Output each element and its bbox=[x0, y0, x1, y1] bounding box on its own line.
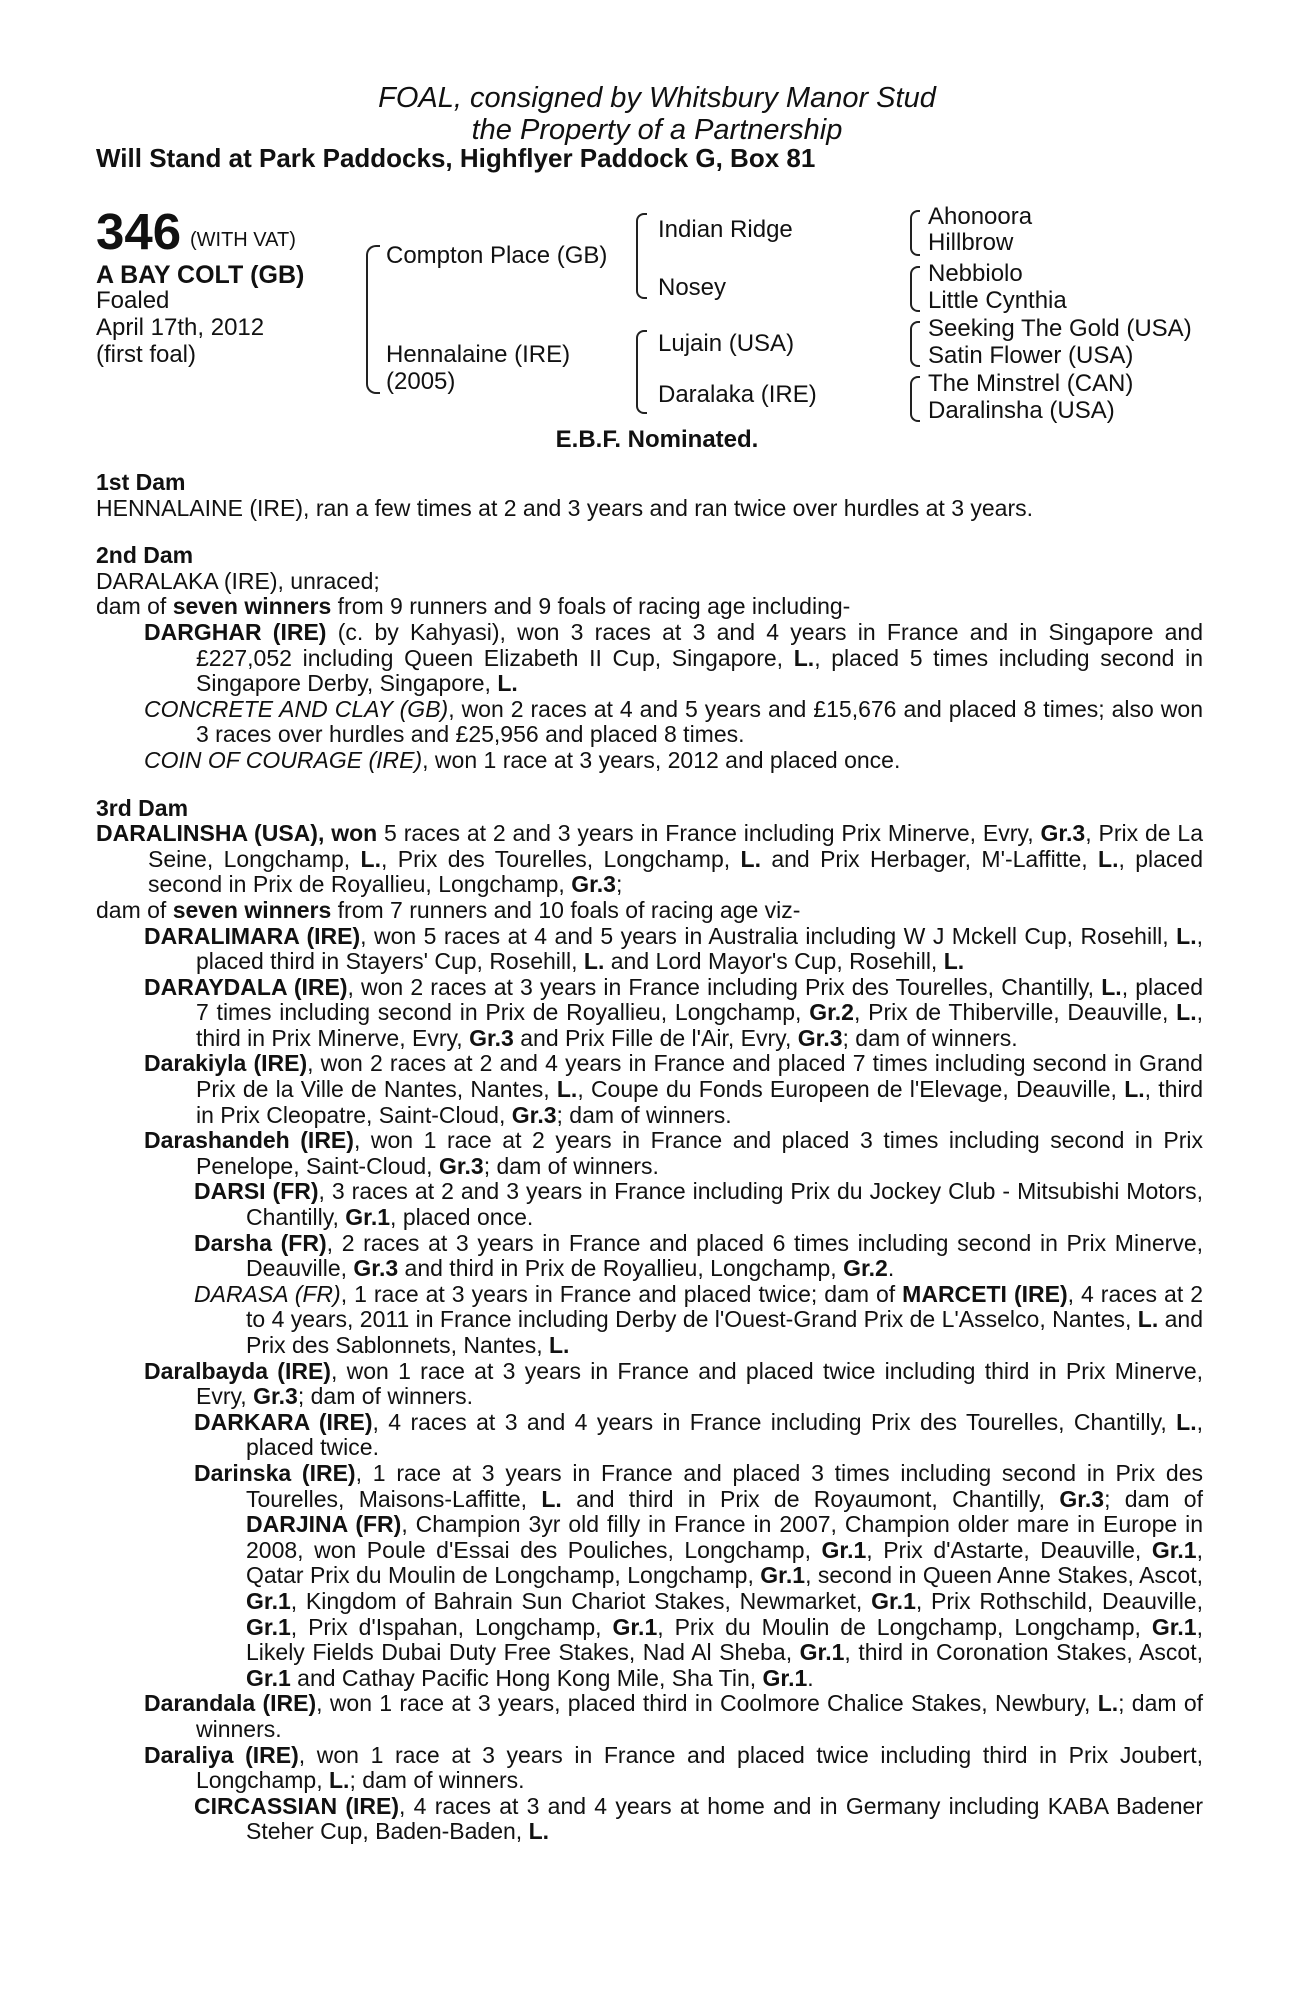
pedigree-g1: Ahonoora bbox=[928, 203, 1033, 230]
pedigree-dam-dam: Daralaka (IRE) bbox=[658, 381, 817, 408]
second-dam-line: DARALAKA (IRE), unraced; bbox=[96, 567, 380, 594]
pedigree-brace-sire bbox=[636, 213, 647, 299]
pedigree-sire-sire: Indian Ridge bbox=[658, 216, 793, 243]
location-line: Will Stand at Park Paddocks, Highflyer Paddock G, Box 81 bbox=[96, 143, 816, 173]
pedigree-brace-g1 bbox=[910, 210, 920, 256]
pedigree-g7: The Minstrel (CAN) bbox=[928, 370, 1134, 397]
pedigree-dam-sire: Lujain (USA) bbox=[658, 330, 795, 357]
second-dam-heading: 2nd Dam bbox=[96, 542, 194, 569]
pedigree-brace-g4 bbox=[910, 376, 920, 422]
vat-note: (WITH VAT) bbox=[190, 229, 296, 251]
produce-entry: Daraliya (IRE), won 1 race at 3 years in France and placed twice including third in Prix Joubert, Longchamp, L.; dam of winners. bbox=[144, 1741, 1203, 1794]
pedigree-dam: Hennalaine (IRE) bbox=[386, 341, 571, 368]
produce-entry: DARASA (FR), 1 race at 3 years in France and placed twice; dam of MARCETI (IRE), 4 races at 2 to 4 years, 2011 in France including Derby de l'Ouest-Grand Prix de L'Asselco, Nantes, L. and Prix des Sablonnets, Nantes, L. bbox=[194, 1280, 1204, 1358]
pedigree-brace-dam bbox=[636, 330, 647, 414]
property-line: the Property of a Partnership bbox=[471, 114, 843, 146]
pedigree-brace-g3 bbox=[910, 321, 920, 367]
pedigree-g5: Seeking The Gold (USA) bbox=[928, 315, 1192, 342]
pedigree-g3: Nebbiolo bbox=[928, 260, 1023, 287]
first-dam-text: HENNALAINE (IRE), ran a few times at 2 and 3 years and ran twice over hurdles at 3 years. bbox=[96, 494, 1034, 521]
produce-entry: Darinska (IRE), 1 race at 3 years in France and placed 3 times including second in Prix des Tourelles, Maisons-Laffitte, L. and third in Prix de Royaumont, Chantilly, Gr.3; dam of DARJINA (FR), Champion 3yr old filly in France in 2007, Champion older mare in Europe in 2008, won Poule d'Essai des Pouliches, Longchamp, Gr.1, Prix d'Astarte, Deauville, Gr.1, Qatar Prix du Moulin de Longchamp, Longchamp, Gr.1, second in Queen Anne Stakes, Ascot, Gr.1, Kingdom of Bahrain Sun Chariot Stakes, Newmarket, Gr.1, Prix Rothschild, Deauville, Gr.1, Prix d'Ispahan, Longchamp, Gr.1, Prix du Moulin de Longchamp, Longchamp, Gr.1, Likely Fields Dubai Duty Free Stakes, Nad Al Sheba, Gr.1, third in Coronation Stakes, Ascot, Gr.1 and Cathay Pacific Hong Kong Mile, Sha Tin, Gr.1. bbox=[194, 1459, 1204, 1691]
pedigree-dam-year: (2005) bbox=[386, 368, 456, 395]
produce-entry: Darashandeh (IRE), won 1 race at 2 years in France and placed 3 times including second in Prix Penelope, Saint-Cloud, Gr.3; dam of winners. bbox=[144, 1127, 1204, 1179]
pedigree-brace-g2 bbox=[910, 266, 920, 312]
lot-number: 346 bbox=[96, 203, 182, 260]
produce-entry: Darsha (FR), 2 races at 3 years in France and placed 6 times including second in Prix Minerve, Deauville, Gr.3 and third in Prix de Royallieu, Longchamp, Gr.2. bbox=[194, 1229, 1203, 1282]
foaled-date: April 17th, 2012 bbox=[96, 314, 265, 341]
produce-entry: DARAYDALA (IRE), won 2 races at 3 years in France including Prix des Tourelles, Chantilly, L., placed 7 times including second in Prix de Royallieu, Longchamp, Gr.2, Prix de Thiberville, Deauville, L., third in Prix Minerve, Evry, Gr.3 and Prix Fille de l'Air, Evry, Gr.3; dam of winners. bbox=[144, 973, 1203, 1051]
pedigree-sire-dam: Nosey bbox=[658, 274, 727, 301]
produce-record bbox=[96, 470, 1203, 1845]
consignor-line: FOAL, consigned by Whitsbury Manor Stud bbox=[378, 82, 936, 114]
third-dam-produce: dam of seven winners from 7 runners and 10 foals of racing age viz- bbox=[96, 896, 801, 923]
ebf-nomination: E.B.F. Nominated. bbox=[555, 426, 759, 453]
produce-entry: DARKARA (IRE), 4 races at 3 and 4 years in France including Prix des Tourelles, Chantilly, L., placed twice. bbox=[194, 1408, 1204, 1461]
first-dam-heading: 1st Dam bbox=[96, 469, 186, 495]
third-dam-text: DARALINSHA (USA), won 5 races at 2 and 3 years in France including Prix Minerve, Evry, Gr.3, Prix de La Seine, Longchamp, L., Prix des Tourelles, Longchamp, L. and Prix Herbager, M'-Laffitte, L., placed second in Prix de Royallieu, Longchamp, Gr.3; bbox=[96, 820, 1203, 898]
produce-entry: CONCRETE AND CLAY (GB), won 2 races at 4 and 5 years and £15,676 and placed 8 times; also won 3 races over hurdles and £25,956 and placed 8 times. bbox=[144, 695, 1203, 748]
foal-note: (first foal) bbox=[96, 341, 197, 368]
pedigree-brace-main bbox=[366, 245, 380, 394]
pedigree-g2: Hillbrow bbox=[928, 229, 1014, 256]
third-dam-heading: 3rd Dam bbox=[96, 794, 189, 821]
produce-entry: Daralbayda (IRE), won 1 race at 3 years in France and placed twice including third in Prix Minerve, Evry, Gr.3; dam of winners. bbox=[144, 1357, 1204, 1410]
produce-entry: DARSI (FR), 3 races at 2 and 3 years in France including Prix du Jockey Club - Mitsubishi Motors, Chantilly, Gr.1, placed once. bbox=[194, 1178, 1203, 1231]
lot-name: A BAY COLT (GB) bbox=[96, 261, 305, 289]
produce-entry: Darandala (IRE), won 1 race at 3 years, placed third in Coolmore Chalice Stakes, Newbury, L.; dam of winners. bbox=[144, 1690, 1204, 1742]
produce-entry: COIN OF COURAGE (IRE), won 1 race at 3 years, 2012 and placed once. bbox=[144, 746, 901, 773]
second-dam-produce: dam of seven winners from 9 runners and 9 foals of racing age including- bbox=[96, 593, 851, 620]
foaled-label: Foaled bbox=[96, 287, 170, 314]
produce-entry: DARGHAR (IRE) (c. by Kahyasi), won 3 races at 3 and 4 years in France and in Singapore and £227,052 including Queen Elizabeth II Cup, Singapore, L., placed 5 times including second in Singapore Derby, Singapore, L. bbox=[144, 618, 1204, 697]
produce-entry: CIRCASSIAN (IRE), 4 races at 3 and 4 years at home and in Germany including KABA Badener Steher Cup, Baden-Baden, L. bbox=[194, 1792, 1203, 1845]
pedigree-g6: Satin Flower (USA) bbox=[928, 342, 1134, 369]
pedigree-sire: Compton Place (GB) bbox=[386, 242, 608, 269]
pedigree-g4: Little Cynthia bbox=[928, 287, 1067, 314]
pedigree-g8: Daralinsha (USA) bbox=[928, 397, 1115, 424]
produce-entry: Darakiyla (IRE), won 2 races at 2 and 4 years in France and placed 7 times including second in Grand Prix de la Ville de Nantes, Nantes, L., Coupe du Fonds Europeen de l'Elevage, Deauville, L., third in Prix Cleopatre, Saint-Cloud, Gr.3; dam of winners. bbox=[144, 1050, 1204, 1128]
produce-entry: DARALIMARA (IRE), won 5 races at 4 and 5 years in Australia including W J Mckell Cup, Rosehill, L., placed third in Stayers' Cup, Rosehill, L. and Lord Mayor's Cup, Rosehill, L. bbox=[144, 922, 1203, 975]
